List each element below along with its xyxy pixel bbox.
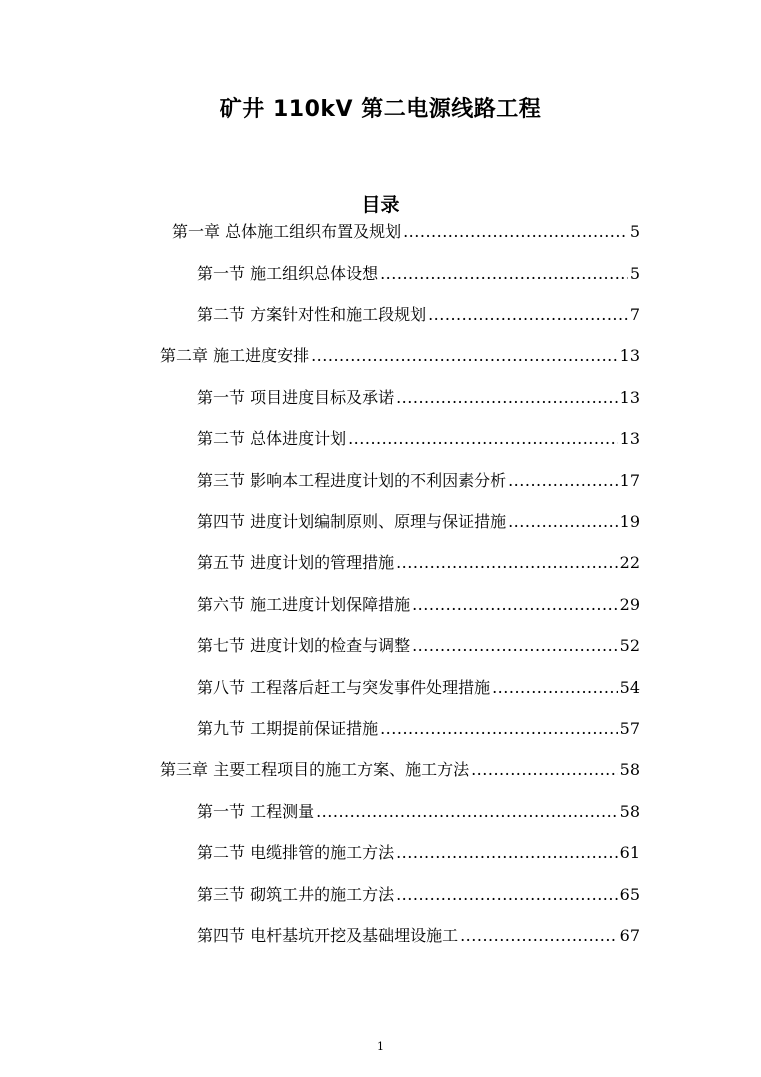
dot-leader — [380, 264, 628, 284]
dot-leader — [311, 346, 618, 366]
toc-entry-label: 第四节 进度计划编制原则、原理与保证措施 — [197, 512, 507, 531]
toc-entry-page: 65 — [619, 885, 640, 904]
toc-entry-section[interactable] — [197, 636, 640, 656]
toc-entry-label: 第八节 工程落后赶工与突发事件处理措施 — [197, 678, 491, 697]
dot-leader — [492, 678, 618, 698]
dot-leader — [396, 843, 618, 863]
toc-entry-label: 第二节 电缆排管的施工方法 — [197, 843, 395, 862]
toc-entry-section[interactable] — [197, 802, 640, 822]
toc-entry-section[interactable] — [197, 264, 640, 284]
toc-entry-section[interactable] — [197, 885, 640, 905]
toc-entry-page: 61 — [619, 843, 640, 862]
toc-entry-page: 13 — [619, 346, 640, 365]
dot-leader — [460, 926, 618, 946]
toc-entry-section[interactable] — [197, 678, 640, 698]
dot-leader — [508, 471, 618, 491]
toc-entry-page: 57 — [619, 719, 640, 738]
toc-entry-label: 第九节 工期提前保证措施 — [197, 719, 379, 738]
toc-entry-label: 第三节 砌筑工井的施工方法 — [197, 885, 395, 904]
toc-entry-page: 22 — [619, 553, 640, 572]
toc-entry-chapter[interactable] — [160, 760, 640, 780]
toc-entry-page: 52 — [619, 636, 640, 655]
dot-leader — [316, 802, 618, 822]
toc-heading: 目录 — [361, 194, 400, 216]
toc-entry-page: 5 — [629, 222, 640, 241]
toc-entry-label: 第六节 施工进度计划保障措施 — [197, 595, 411, 614]
page-number: 1 — [377, 1040, 384, 1053]
toc-entry-label: 第七节 进度计划的检查与调整 — [197, 636, 411, 655]
toc-entry-label: 第一节 工程测量 — [197, 802, 315, 821]
toc-entry-page: 19 — [619, 512, 640, 531]
toc-entry-label: 第三节 影响本工程进度计划的不利因素分析 — [197, 471, 507, 490]
toc-entry-page: 13 — [619, 429, 640, 448]
toc-entry-section[interactable] — [197, 926, 640, 946]
toc-entry-page: 29 — [619, 595, 640, 614]
toc-entry-page: 54 — [619, 678, 640, 697]
toc-entry-section[interactable] — [197, 719, 640, 739]
toc-entry-section[interactable] — [197, 843, 640, 863]
toc-entry-section[interactable] — [197, 471, 640, 491]
dot-leader — [508, 512, 618, 532]
toc-entry-section[interactable] — [197, 305, 640, 325]
toc-entry-label: 第一章 总体施工组织布置及规划 — [172, 222, 402, 241]
toc-entry-page: 67 — [619, 926, 640, 945]
toc-entry-label: 第一节 项目进度目标及承诺 — [197, 388, 395, 407]
toc-entry-page: 13 — [619, 388, 640, 407]
toc-entry-label: 第二节 总体进度计划 — [197, 429, 347, 448]
toc-entry-label: 第三章 主要工程项目的施工方案、施工方法 — [160, 760, 470, 779]
toc-entry-label: 第一节 施工组织总体设想 — [197, 264, 379, 283]
toc-entry-section[interactable] — [197, 553, 640, 573]
toc-entry-chapter[interactable] — [160, 346, 640, 366]
toc-entry-section[interactable] — [197, 388, 640, 408]
toc-entry-label: 第四节 电杆基坑开挖及基础埋设施工 — [197, 926, 459, 945]
toc-entry-label: 第五节 进度计划的管理措施 — [197, 553, 395, 572]
dot-leader — [412, 595, 618, 615]
toc-entry-label: 第二章 施工进度安排 — [160, 346, 310, 365]
toc-entry-section[interactable] — [197, 512, 640, 532]
dot-leader — [348, 429, 618, 449]
toc-entry-label: 第二节 方案针对性和施工段规划 — [197, 305, 427, 324]
dot-leader — [471, 760, 618, 780]
dot-leader — [396, 553, 618, 573]
dot-leader — [396, 388, 618, 408]
toc-entry-chapter[interactable] — [172, 222, 640, 242]
toc-entry-page: 7 — [629, 305, 640, 324]
toc-entry-section[interactable] — [197, 595, 640, 615]
dot-leader — [380, 719, 618, 739]
dot-leader — [428, 305, 628, 325]
dot-leader — [412, 636, 618, 656]
toc-entry-section[interactable] — [197, 429, 640, 449]
toc-entry-page: 58 — [619, 802, 640, 821]
dot-leader — [396, 885, 618, 905]
toc-entry-page: 5 — [629, 264, 640, 283]
toc-entry-page: 58 — [619, 760, 640, 779]
toc-entry-page: 17 — [619, 471, 640, 490]
document-title: 矿井 110kV 第二电源线路工程 — [219, 97, 542, 122]
dot-leader — [403, 222, 628, 242]
